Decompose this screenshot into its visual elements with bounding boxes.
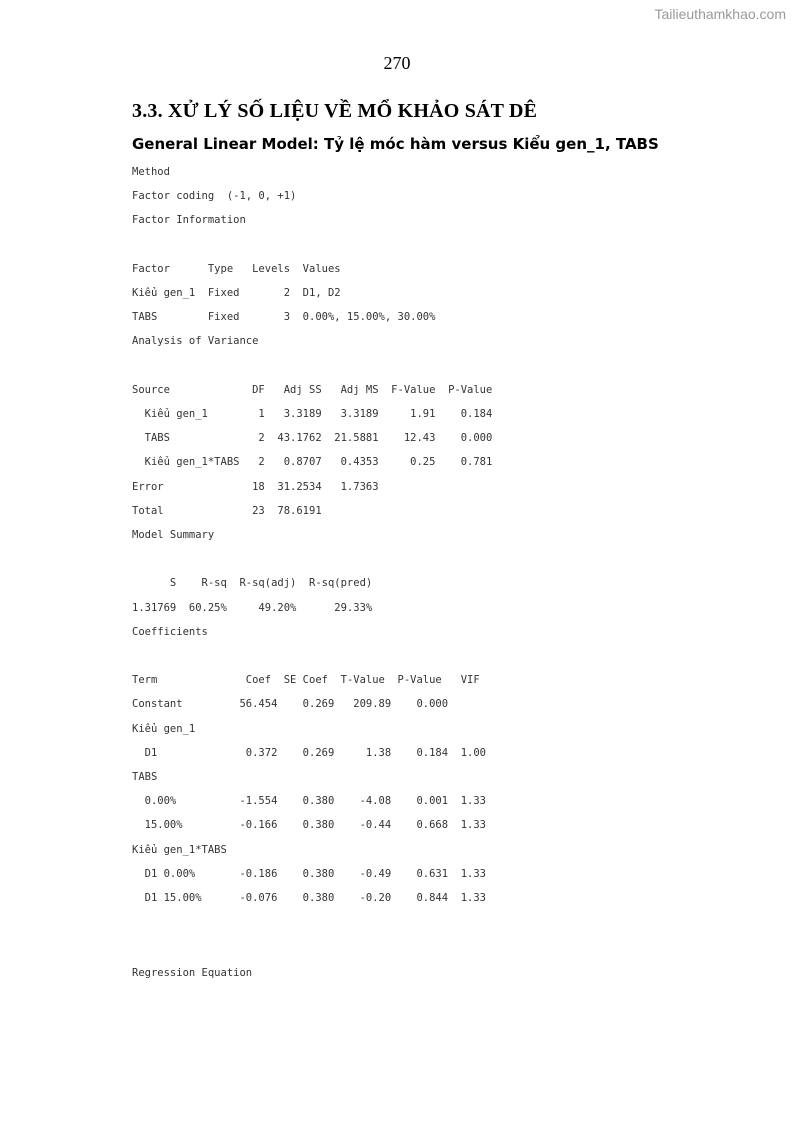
output-line: Kiểu gen_1 [132, 722, 196, 735]
output-line: D1 0.00% -0.186 0.380 -0.49 0.631 1.33 [132, 867, 487, 880]
page-number: 270 [383, 53, 411, 73]
output-line: D1 0.372 0.269 1.38 0.184 1.00 [132, 746, 487, 759]
minitab-output [132, 160, 492, 910]
output-line: 15.00% -0.166 0.380 -0.44 0.668 1.33 [132, 819, 487, 832]
output-line: Error 18 31.2534 1.7363 [132, 480, 379, 493]
output-line: TABS Fixed 3 0.00%, 15.00%, 30.00% [132, 311, 436, 324]
section-title: 3.3. XỬ LÝ SỐ LIỆU VỀ MỔ KHẢO SÁT DÊ [132, 100, 538, 122]
output-line: Constant 56.454 0.269 209.89 0.000 [132, 698, 449, 711]
output-line: Total 23 78.6191 [132, 504, 322, 517]
output-line: Coefficients [132, 625, 208, 638]
output-line: Method [132, 166, 170, 178]
model-title: General Linear Model: Tỷ lệ móc hàm versus Kiểu gen_1, TABS [132, 135, 659, 153]
output-line: Factor coding (-1, 0, +1) [132, 190, 297, 203]
output-line: D1 15.00% -0.076 0.380 -0.20 0.844 1.33 [132, 892, 487, 905]
output-line: Factor Information [132, 214, 246, 227]
output-line: TABS 2 43.1762 21.5881 12.43 0.000 [132, 432, 493, 445]
output-line: 0.00% -1.554 0.380 -4.08 0.001 1.33 [132, 795, 487, 808]
output-line: TABS [132, 771, 158, 784]
output-line: Kiểu gen_1*TABS 2 0.8707 0.4353 0.25 0.781 [132, 456, 493, 469]
output-line: Term Coef SE Coef T-Value P-Value VIF [132, 674, 480, 687]
output-line: Kiểu gen_1 1 3.3189 3.3189 1.91 0.184 [132, 408, 493, 421]
output-line: 1.31769 60.25% 49.20% 29.33% [132, 601, 373, 614]
regression-equation-heading [132, 961, 252, 985]
output-line: Factor Type Levels Values [132, 262, 341, 275]
output-line: Analysis of Variance [132, 335, 259, 348]
output-line: Source DF Adj SS Adj MS F-Value P-Value [132, 383, 493, 396]
output-line: Model Summary [132, 529, 215, 542]
output-line: S R-sq R-sq(adj) R-sq(pred) [132, 577, 373, 590]
watermark: Tailieuthamkhao.com [654, 6, 786, 22]
regression-equation-label: Regression Equation [132, 967, 253, 979]
output-line: Kiểu gen_1*TABS [132, 843, 227, 856]
output-line: Kiểu gen_1 Fixed 2 D1, D2 [132, 287, 341, 300]
